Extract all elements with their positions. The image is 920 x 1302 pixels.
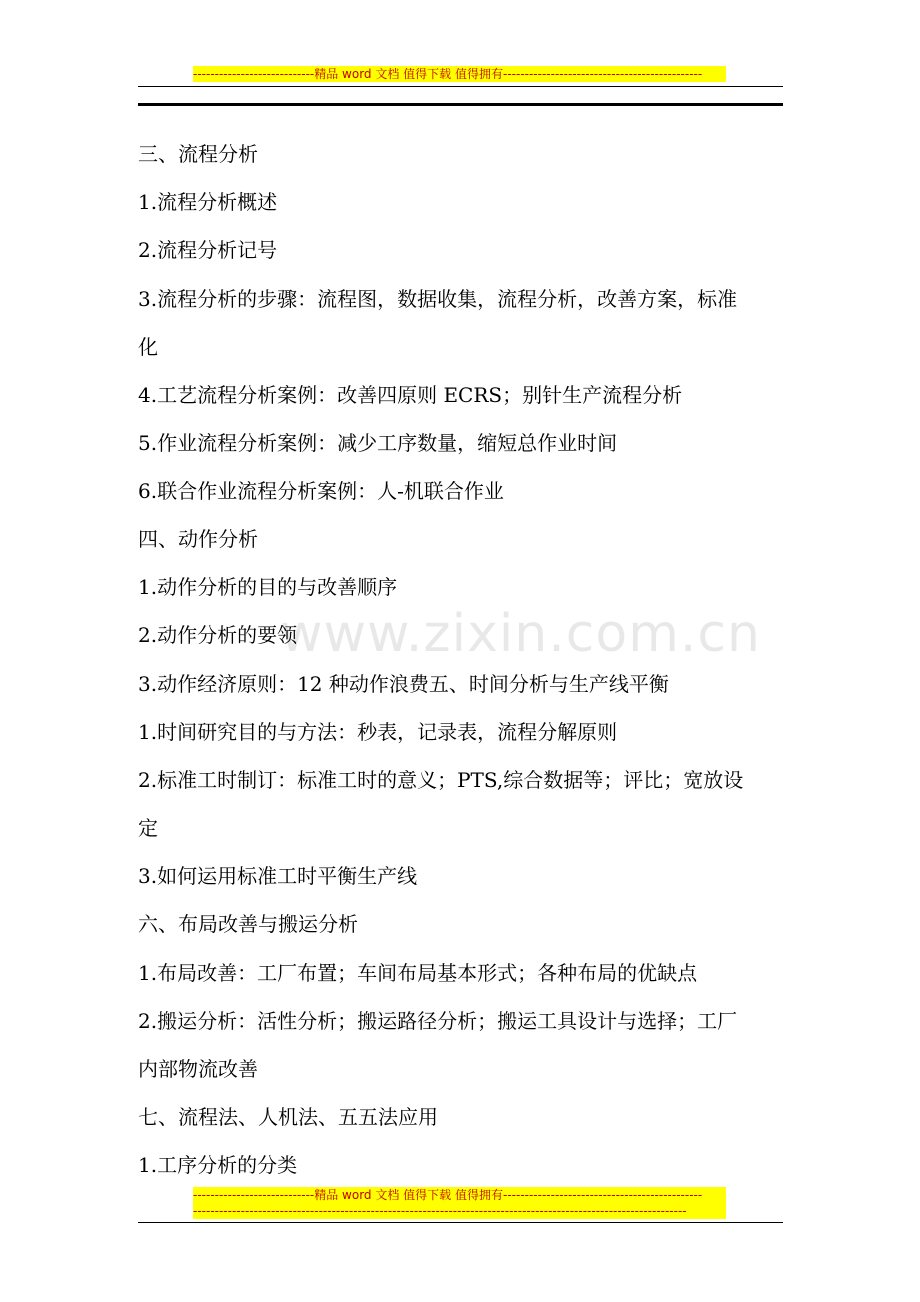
line-11: 3.动作经济原则：12 种动作浪费五、时间分析与生产线平衡	[138, 672, 669, 696]
line-3: 3.流程分析的步骤：流程图，数据收集，流程分析，改善方案，标准	[138, 287, 738, 311]
line-13: 2.标准工时制订：标准工时的意义；PTS,综合数据等；评比；宽放设	[138, 768, 744, 792]
line-15: 3.如何运用标准工时平衡生产线	[138, 864, 418, 888]
line-14: 定	[138, 816, 158, 840]
header-banner: ----------------------------精品 word 文档 值得下载 值得拥有----------------------------------------------	[193, 66, 726, 82]
line-4: 化	[138, 335, 158, 359]
line-9: 1.动作分析的目的与改善顺序	[138, 575, 398, 599]
footer-banner	[193, 1187, 726, 1219]
footer-banner-line1: ----------------------------精品 word 文档 值得下载 值得拥有----------------------------------------------	[193, 1188, 703, 1202]
line-18: 2.搬运分析：活性分析；搬运路径分析；搬运工具设计与选择；工厂	[138, 1009, 738, 1033]
line-1: 1.流程分析概述	[138, 190, 278, 214]
header-rule-thick	[138, 103, 783, 106]
footer-rule	[138, 1222, 783, 1223]
line-2: 2.流程分析记号	[138, 238, 278, 262]
line-21: 1.工序分析的分类	[138, 1153, 298, 1177]
line-5: 4.工艺流程分析案例：改善四原则 ECRS；别针生产流程分析	[138, 383, 683, 407]
line-7: 6.联合作业流程分析案例：人-机联合作业	[138, 479, 504, 503]
line-16: 六、布局改善与搬运分析	[138, 912, 358, 936]
header-rule-thin	[138, 86, 783, 87]
line-20: 七、流程法、人机法、五五法应用	[138, 1105, 438, 1129]
footer-banner-line2: ------------------------------------------------------------------------------------------------------------------	[193, 1204, 687, 1218]
line-0: 三、流程分析	[138, 142, 258, 166]
line-19: 内部物流改善	[138, 1057, 258, 1081]
line-10: 2.动作分析的要领	[138, 623, 298, 647]
line-6: 5.作业流程分析案例：减少工序数量，缩短总作业时间	[138, 431, 618, 455]
line-8: 四、动作分析	[138, 527, 258, 551]
line-17: 1.布局改善：工厂布置；车间布局基本形式；各种布局的优缺点	[138, 961, 698, 985]
line-12: 1.时间研究目的与方法：秒表，记录表，流程分解原则	[138, 720, 618, 744]
watermark: www.zixin.com.cn	[280, 604, 761, 664]
